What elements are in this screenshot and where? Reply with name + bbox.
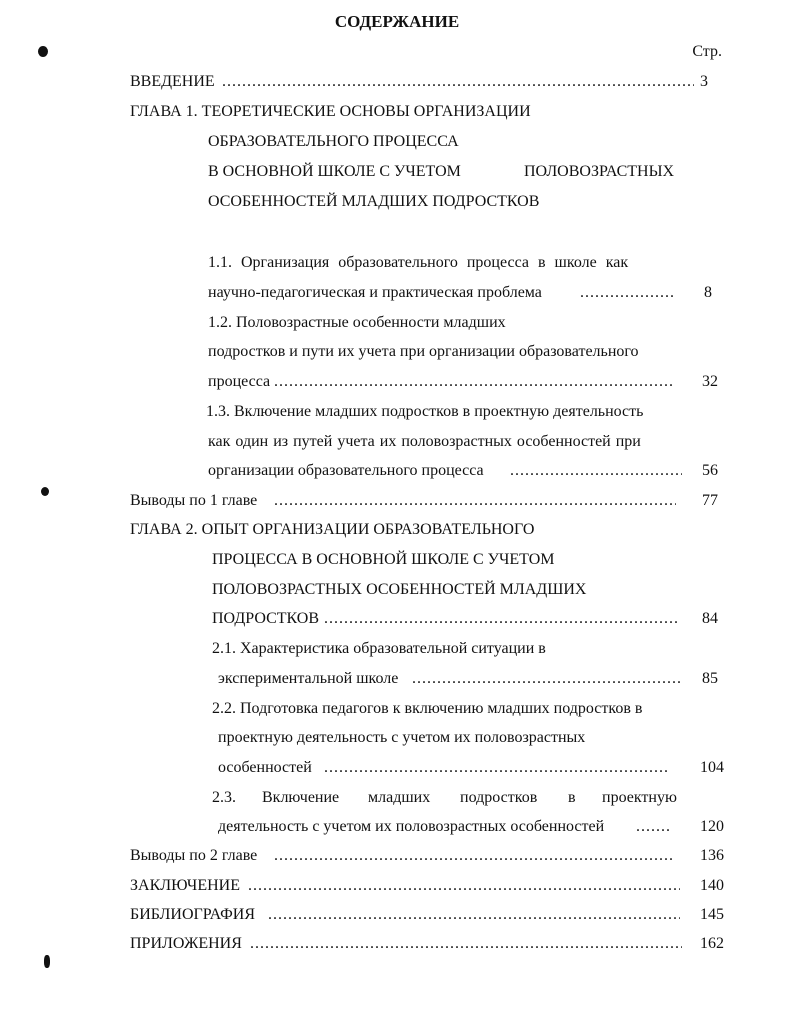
leader-dots (510, 461, 682, 481)
section-2-1: экспериментальной школе (218, 670, 399, 687)
page-number: 3 (700, 73, 708, 90)
toc-entry-appendix: ПРИЛОЖЕНИЯ (130, 935, 242, 952)
leader-dots (324, 609, 680, 629)
chapter-2-heading: ПОДРОСТКОВ (212, 610, 320, 627)
section-1-3: как один из путей учета их половозрастных особенностей при (208, 433, 641, 450)
page-number: 145 (700, 906, 724, 923)
page-number: 85 (702, 670, 718, 687)
leader-dots (580, 283, 674, 303)
section-1-1: научно-педагогическая и практическая проблема (208, 284, 542, 301)
page-number: 84 (702, 610, 718, 627)
section-1-2: подростков и пути их учета при организации образовательного (208, 343, 639, 360)
chapter-2-heading: ПРОЦЕССА В ОСНОВНОЙ ШКОЛЕ С УЧЕТОМ (212, 551, 555, 568)
page-number: 162 (700, 935, 724, 952)
chapter-2-heading: ГЛАВА 2. ОПЫТ ОРГАНИЗАЦИИ ОБРАЗОВАТЕЛЬНОГО (130, 521, 535, 538)
section-1-1: 1.1. Организация образовательного процесса в школе как (208, 254, 629, 271)
leader-dots (412, 669, 682, 689)
leader-dots (636, 817, 670, 837)
chapter-1-heading: ГЛАВА 1. ТЕОРЕТИЧЕСКИЕ ОСНОВЫ ОРГАНИЗАЦИИ (130, 103, 531, 120)
section-2-3: деятельность с учетом их половозрастных особенностей (218, 818, 605, 835)
leader-dots (274, 491, 676, 511)
page-number: 104 (700, 759, 724, 776)
section-1-2: процесса (208, 373, 271, 390)
section-1-2: 1.2. Половозрастные особенности младших (208, 314, 506, 331)
section-2-1: 2.1. Характеристика образовательной ситуации в (212, 640, 546, 657)
toc-entry-conclusions-2: Выводы по 2 главе (130, 847, 258, 864)
leader-dots (268, 905, 680, 925)
chapter-2-heading: ПОЛОВОЗРАСТНЫХ ОСОБЕННОСТЕЙ МЛАДШИХ (212, 581, 587, 598)
page-number: 32 (702, 373, 718, 390)
toc-entry-conclusions-1: Выводы по 1 главе (130, 492, 258, 509)
chapter-1-heading: ОБРАЗОВАТЕЛЬНОГО ПРОЦЕССА (208, 133, 459, 150)
page-number: 136 (700, 847, 724, 864)
leader-dots (250, 934, 682, 954)
leader-dots (248, 876, 680, 896)
chapter-1-heading: ПОЛОВОЗРАСТНЫХ (524, 163, 675, 180)
section-1-3: организации образовательного процесса (208, 462, 484, 479)
section-1-3: 1.3. Включение младших подростков в проектную деятельность (206, 403, 644, 420)
scan-mark-dot (44, 955, 50, 968)
section-2-2: проектную деятельность с учетом их половозрастных (218, 729, 586, 746)
toc-entry-bibliography: БИБЛИОГРАФИЯ (130, 906, 256, 923)
scan-mark-dot (38, 46, 48, 57)
page-number: 56 (702, 462, 718, 479)
page-number: 120 (700, 818, 724, 835)
section-2-2: особенностей (218, 759, 312, 776)
section-2-3: в (568, 789, 576, 806)
toc-title: СОДЕРЖАНИЕ (334, 12, 460, 31)
leader-dots (274, 846, 674, 866)
chapter-1-heading: ОСОБЕННОСТЕЙ МЛАДШИХ ПОДРОСТКОВ (208, 193, 540, 210)
section-2-3: младших (368, 789, 431, 806)
section-2-3: 2.3. (212, 789, 236, 806)
leader-dots (222, 72, 694, 92)
leader-dots (324, 758, 670, 778)
section-2-3: подростков (460, 789, 538, 806)
page-number: 77 (702, 492, 718, 509)
leader-dots (274, 372, 672, 392)
section-2-3: Включение (262, 789, 340, 806)
chapter-1-heading: В ОСНОВНОЙ ШКОЛЕ С УЧЕТОМ (208, 163, 461, 180)
toc-entry-conclusion: ЗАКЛЮЧЕНИЕ (130, 877, 240, 894)
toc-entry-intro: ВВЕДЕНИЕ (130, 73, 215, 90)
page-column-label: Стр. (692, 43, 722, 60)
section-2-3: проектную (602, 789, 677, 806)
section-2-2: 2.2. Подготовка педагогов к включению младших подростков в (212, 700, 643, 717)
page-number: 8 (704, 284, 712, 301)
scan-mark-dot (41, 487, 49, 496)
page-number: 140 (700, 877, 724, 894)
